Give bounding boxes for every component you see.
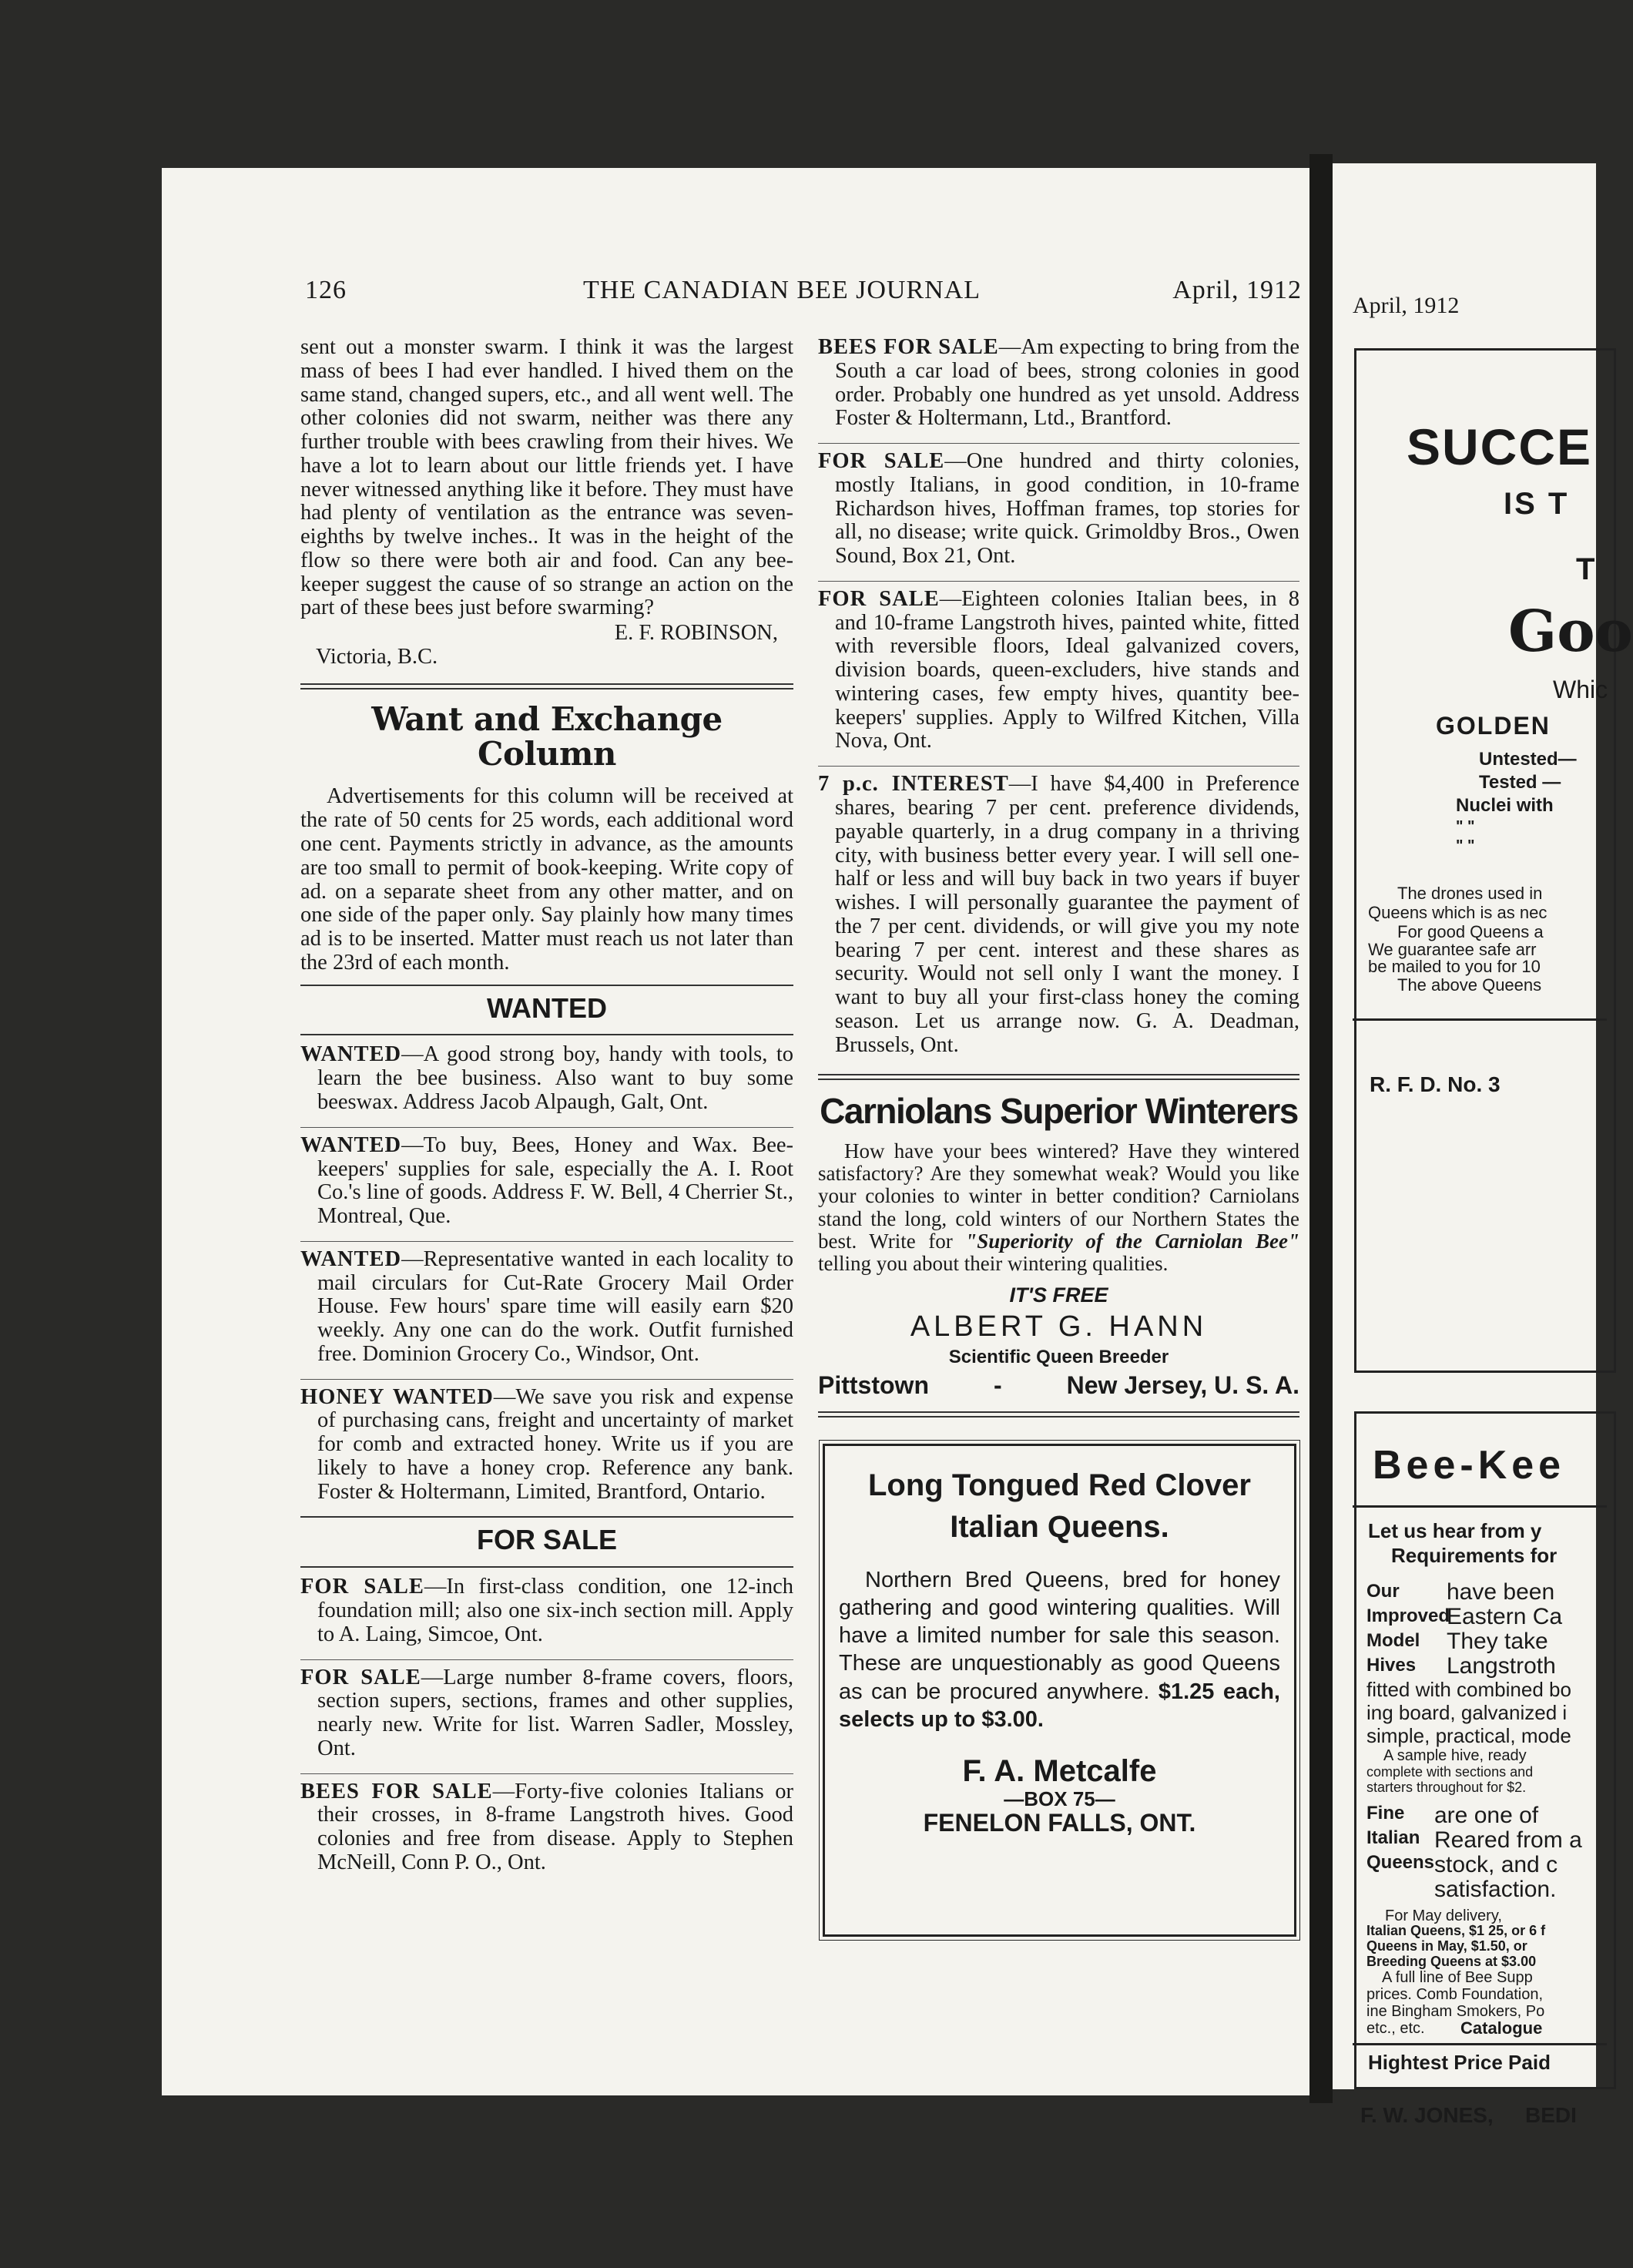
right-full-line: A full line of Bee Supp xyxy=(1382,1969,1533,1986)
right-guarantee: We guarantee safe arr xyxy=(1368,940,1537,959)
metcalfe-address: FENELON FALLS, ONT. xyxy=(923,1809,1196,1837)
ad-text: —I have $4,400 in Preference shares, bearing 7 per cent. preference dividends, payable quarterly, in a drug company in a thriving city, with business better every year. I will sell one-half or less and will buy back in two years if buyer wishes. I will personally guarantee the payment of the 7 per cent. dividends, or will give you my note bearing 7 per cent. interest and these shares as security. Would not sell only I want the money. I want to buy all your first-class honey the coming season. Let us arrange now. G. A. Deadman, Brussels, Ont. xyxy=(835,772,1299,1057)
classified-ad xyxy=(818,336,1299,435)
carniolan-free: IT'S FREE xyxy=(1009,1283,1108,1307)
running-head xyxy=(162,276,1302,307)
divider xyxy=(300,1516,793,1518)
divider xyxy=(1353,1505,1607,1508)
divider xyxy=(300,985,793,986)
right-let-us: Let us hear from y xyxy=(1368,1519,1542,1542)
ad-lead: WANTED xyxy=(300,1042,402,1067)
ad-lead: FOR SALE xyxy=(300,1575,424,1599)
right-eastern: Eastern Ca xyxy=(1447,1604,1563,1629)
right-model: Model xyxy=(1366,1630,1420,1651)
classified-ad xyxy=(300,1575,793,1651)
ad-text: —Eighteen colonies Italian bees, in 8 and 10-frame Langstroth hives, painted white, fitted with reversible floors, Ideal galvanized covers, division boards, queen-excluders, hive stands and wintering cases, few empty hives, quantity bee-keepers' supplies. Apply to Wilfred Kitchen, Villa Nova, Ont. xyxy=(835,586,1299,753)
ad-text: —In first-class condition, one 12-inch foundation mill; also one six-inch section mill. Apply to A. Laing, Simcoe, Ont. xyxy=(317,1575,793,1646)
ad-lead: HONEY WANTED xyxy=(300,1384,494,1409)
divider xyxy=(300,1034,793,1035)
ad-lead: FOR SALE xyxy=(818,449,945,474)
right-satisfaction: satisfaction. xyxy=(1434,1877,1557,1902)
metcalfe-name: F. A. Metcalfe xyxy=(962,1754,1157,1789)
right-sample: A sample hive, ready xyxy=(1383,1747,1527,1764)
carniolan-text-italic: "Superiority of the Carniolan Bee" xyxy=(965,1229,1299,1253)
right-stock: stock, and c xyxy=(1434,1852,1558,1877)
letter-signature: E. F. ROBINSON, xyxy=(614,621,778,646)
left-page xyxy=(162,168,1309,2095)
want-exchange-heading: Want and Exchange Column xyxy=(371,700,723,773)
ad-text: —Representative wanted in each locality to mail circulars for Cut-Rate Grocery Mail Order House. Few hours' spare time will easily earn $20 weekly. Any one can do the work. Outfit furnished free. Dominion Grocery Co., Windsor, Ont. xyxy=(317,1246,793,1366)
right-improved: Improved xyxy=(1366,1605,1450,1626)
right-which: Whic xyxy=(1553,676,1608,703)
letter-text: sent out a monster swarm. I think it was the largest mass of bees I had ever handled. I hived them on the same stand, changed supers, etc., and all went well. The other colonies did not swarm, neither was there any further trouble with bees crawling from their hives. We have a lot to learn about our little friends yet. I have never witnessed anything like it before. They must have had plenty of ventilation as the entrance was seven-eighths by twelve inches.. It was in the height of the flow so there were both air and food. Can any bee-keeper suggest the cause of so strange an action on the part of these bees just before swarming? xyxy=(300,335,793,620)
carniolan-town: Pittstown xyxy=(818,1371,929,1400)
ad-lead: BEES FOR SALE xyxy=(300,1779,493,1803)
carniolan-dash: - xyxy=(993,1371,1002,1400)
right-ad-head2: IS T xyxy=(1504,487,1570,521)
ad-text: —A good strong boy, handy with tools, to learn the bee business. Also want to buy some beeswax. Address Jacob Alpaugh, Galt, Ont. xyxy=(317,1042,793,1114)
metcalfe-text xyxy=(839,1566,1280,1734)
column-right xyxy=(818,336,1299,1937)
right-hives: Hives xyxy=(1366,1655,1417,1676)
ad-text: —Large number 8-frame covers, floors, section supers, sections, frames and other supplies, nearly new. Write for list. Warren Sadler, Mossley, Ont. xyxy=(317,1665,793,1760)
right-our: Our xyxy=(1366,1581,1400,1602)
right-ad-head1: SUCCE xyxy=(1407,418,1593,475)
right-simple: simple, practical, mode xyxy=(1366,1724,1571,1747)
ad-lead: BEES FOR SALE xyxy=(818,335,999,359)
divider xyxy=(300,1659,793,1660)
metcalfe-box: —BOX 75— xyxy=(1004,1787,1115,1811)
right-are-one: are one of xyxy=(1434,1803,1539,1828)
right-reared: Reared from a xyxy=(1434,1827,1582,1853)
journal-title: THE CANADIAN BEE JOURNAL xyxy=(582,276,981,304)
carniolan-subtitle: Scientific Queen Breeder xyxy=(948,1347,1169,1368)
ad-lead: WANTED xyxy=(300,1246,402,1271)
right-rfd: R. F. D. No. 3 xyxy=(1370,1072,1501,1096)
divider xyxy=(300,1379,793,1380)
right-catalogue: Catalogue xyxy=(1460,2018,1543,2038)
right-above: The above Queens xyxy=(1397,975,1542,995)
right-ditto1: " " xyxy=(1456,818,1475,835)
right-page xyxy=(1333,163,1633,2127)
right-ad-box xyxy=(1354,348,1616,1373)
right-ing-board: ing board, galvanized i xyxy=(1366,1701,1568,1724)
ad-text: —Am expecting to bring from the South a car load of bees, strong colonies in good order. Probably one hundred as yet unsold. Address Foster & Holtermann, Ltd., Brantford. xyxy=(835,335,1299,431)
issue-date: April, 1912 xyxy=(1172,276,1302,304)
right-bingham: ine Bingham Smokers, Po xyxy=(1366,2003,1545,2020)
divider xyxy=(1353,1018,1607,1021)
metcalfe-title-line1: Long Tongued Red Clover xyxy=(867,1468,1251,1502)
letter-place: Victoria, B.C. xyxy=(316,644,438,669)
classified-ad xyxy=(818,588,1299,758)
classified-ad xyxy=(300,1666,793,1766)
right-requirements: Requirements for xyxy=(1391,1544,1558,1567)
right-fine: Fine xyxy=(1366,1803,1405,1823)
classified-ad xyxy=(818,773,1299,1062)
right-langstroth: Langstroth xyxy=(1447,1653,1556,1679)
divider xyxy=(300,683,793,689)
for-sale-heading: FOR SALE xyxy=(476,1524,617,1556)
right-breeding: Breeding Queens at $3.00 xyxy=(1366,1954,1537,1969)
right-etc: etc., etc. xyxy=(1366,2020,1425,2037)
right-mailed: be mailed to you for 10 xyxy=(1368,957,1541,976)
classified-ad xyxy=(300,1248,793,1371)
metcalfe-title-line2: Italian Queens. xyxy=(950,1509,1169,1544)
divider xyxy=(818,443,1299,444)
classified-ad xyxy=(300,1134,793,1233)
column-left xyxy=(300,336,793,1887)
page-number: 126 xyxy=(305,276,347,304)
divider xyxy=(300,1773,793,1774)
ad-text: —To buy, Bees, Honey and Wax. Bee-keepers' supplies for sale, especially the A. I. Root Co.'s line of goods. Address F. W. Bell, 4 Cherrier St., Montreal, Que. xyxy=(317,1132,793,1229)
classified-ad xyxy=(300,1386,793,1509)
divider xyxy=(300,1566,793,1568)
carniolan-state: New Jersey, U. S. A. xyxy=(1066,1371,1299,1400)
carniolan-text-plain: How have your bees wintered? Have they wintered satisfactory? Are they somewhat weak? Would you like your colonies to winter in better condition? Carniolans stand the long, cold winters of our Northern States the best. Write for xyxy=(818,1139,1299,1253)
divider xyxy=(1353,2043,1607,2045)
right-complete: complete with sections and xyxy=(1366,1764,1534,1780)
divider xyxy=(818,1074,1299,1080)
carniolan-advertiser: ALBERT G. HANN xyxy=(910,1310,1208,1344)
ad-lead: FOR SALE xyxy=(818,586,940,611)
metcalfe-body: Northern Bred Queens, bred for honey gathering and good wintering qualities. Will have a limited number for sale this season. These are unquestionably as good Queens as can be procured anywhere. xyxy=(839,1567,1280,1704)
carniolan-ad xyxy=(818,1092,1299,1398)
right-page-date: April, 1912 xyxy=(1353,293,1460,318)
right-good-queens: For good Queens a xyxy=(1397,922,1544,941)
right-untested: Untested— xyxy=(1479,749,1577,770)
right-they-take: They take xyxy=(1447,1629,1548,1654)
metcalfe-title xyxy=(839,1464,1280,1548)
classified-ad xyxy=(300,1043,793,1119)
page-gutter xyxy=(1309,154,1333,2103)
right-queens: Queens xyxy=(1366,1852,1435,1873)
carniolan-text xyxy=(818,1140,1299,1275)
divider xyxy=(818,581,1299,582)
right-prices: prices. Comb Foundation, xyxy=(1366,1986,1544,2003)
right-starters: starters throughout for $2. xyxy=(1366,1780,1527,1795)
right-jones: F. W. JONES, xyxy=(1360,2103,1494,2127)
right-italian: Italian xyxy=(1366,1827,1420,1848)
right-queens-nec: Queens which is as nec xyxy=(1368,903,1547,922)
metcalfe-ad xyxy=(823,1444,1296,1937)
ad-lead: 7 p.c. INTEREST xyxy=(818,772,1009,797)
right-may-delivery: For May delivery, xyxy=(1385,1907,1502,1924)
right-ad-head3: T xyxy=(1576,552,1595,586)
right-highest: Hightest Price Paid xyxy=(1368,2051,1551,2074)
right-ad-head4: Goo xyxy=(1508,599,1633,665)
ad-lead: FOR SALE xyxy=(300,1665,421,1689)
classified-ad xyxy=(818,450,1299,573)
divider xyxy=(300,1127,793,1128)
want-intro: Advertisements for this column will be received at the rate of 50 cents for 25 words, each additional word one cent. Payments strictly in advance, as the amounts are too small to permit of book-keeping. Write copy of ad. on a separate sheet from any other matter, and on one side of the paper only. Say plainly how many times ad is to be inserted. Matter must reach us not later than the 23rd of each month. xyxy=(300,784,793,975)
right-drones: The drones used in xyxy=(1397,884,1543,903)
classified-ad xyxy=(300,1780,793,1880)
right-queens-may: Queens in May, $1.50, or xyxy=(1366,1938,1527,1954)
divider xyxy=(818,1411,1299,1418)
right-italian-queens: Italian Queens, $1 25, or 6 f xyxy=(1366,1923,1546,1938)
carniolan-location xyxy=(818,1372,1299,1399)
right-tested: Tested — xyxy=(1479,772,1561,793)
right-beekee: Bee-Kee xyxy=(1373,1443,1566,1488)
right-bedi: BEDI xyxy=(1525,2103,1577,2127)
ad-text: —We save you risk and expense of purchasing cans, freight and uncertainty of market for comb and extracted honey. Write us if you are likely to have a honey crop. Reference any bank. Foster & Holtermann, Limited, Brantford, Ontario. xyxy=(317,1384,793,1504)
right-golden: GOLDEN xyxy=(1436,712,1551,740)
right-nuclei: Nuclei with xyxy=(1456,795,1554,816)
right-fitted: fitted with combined bo xyxy=(1366,1678,1571,1701)
wanted-heading: WANTED xyxy=(487,991,607,1024)
right-have-been: have been xyxy=(1447,1579,1555,1605)
metcalfe-price: $1.25 each, selects up to $3.00. xyxy=(839,1679,1280,1732)
divider xyxy=(300,1241,793,1242)
right-ditto2: " " xyxy=(1456,837,1475,854)
ad-text: —Forty-five colonies Italians or their crosses, in 8-frame Langstroth hives. Good colonies and free from disease. Apply to Stephen McNeill, Conn P. O., Ont. xyxy=(317,1779,793,1874)
ad-text: —One hundred and thirty colonies, mostly Italians, in good condition, in 10-frame Richardson hives, Hoffman frames, top stories for all, no disease; write quick. Grimoldby Bros., Owen Sound, Box 21, Ont. xyxy=(835,449,1299,569)
divider xyxy=(818,766,1299,767)
ad-lead: WANTED xyxy=(300,1132,402,1157)
carniolan-text-end: telling you about their wintering qualities. xyxy=(818,1251,1169,1275)
carniolan-title: Carniolans Superior Winterers xyxy=(820,1091,1298,1132)
